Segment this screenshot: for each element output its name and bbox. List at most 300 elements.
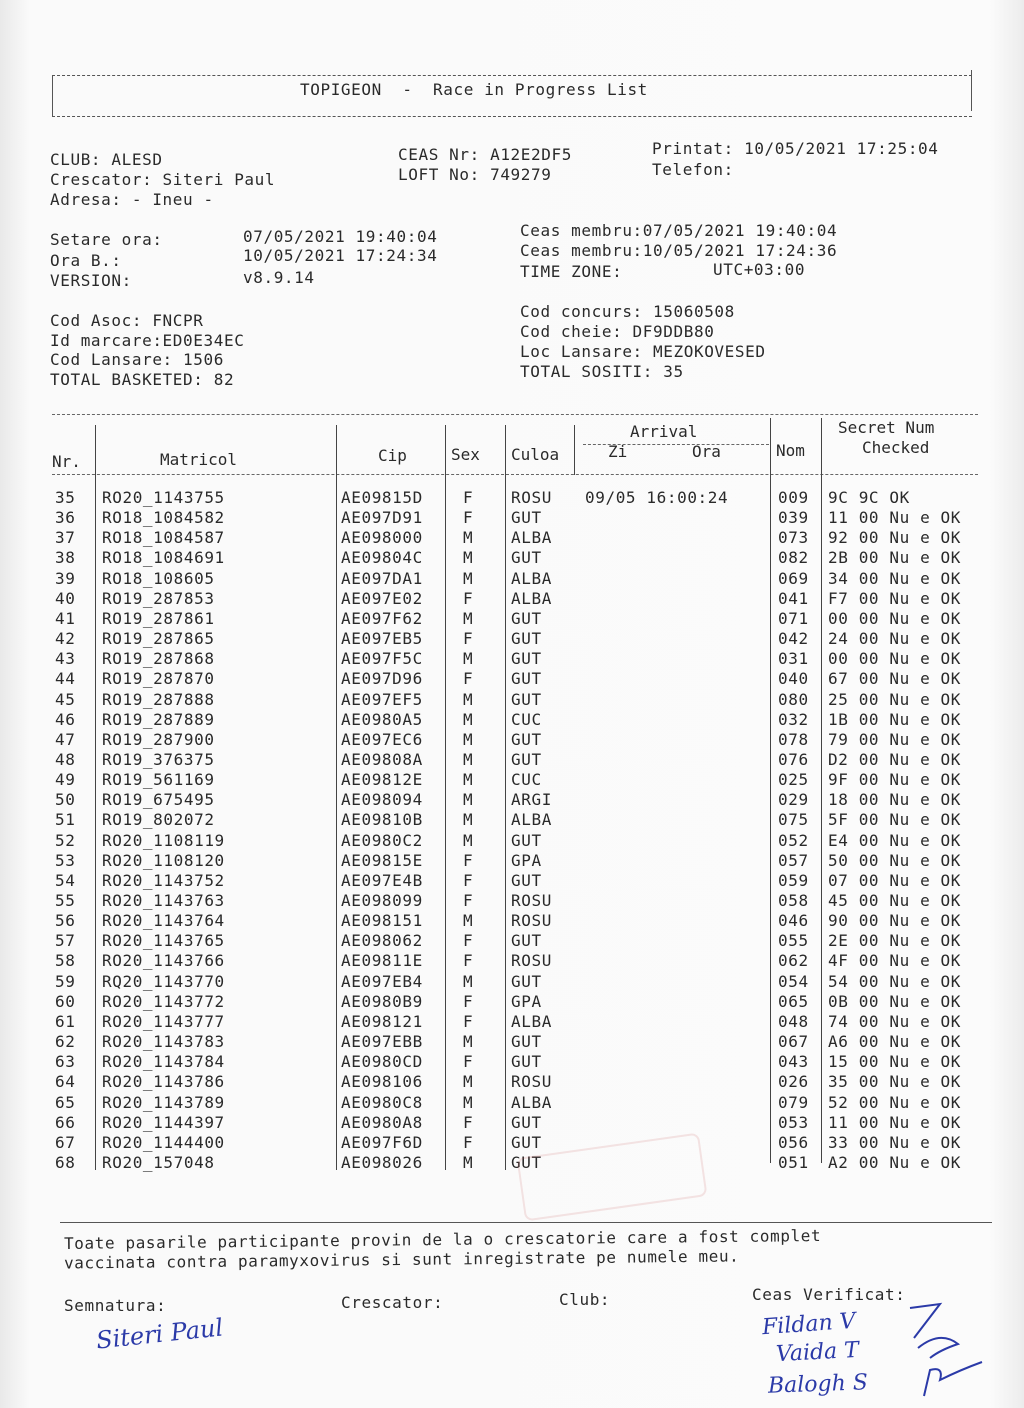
cell-matricol: RO20_1144397 [102,1112,225,1132]
cell-nom: 056 [778,1132,809,1152]
cell-cip: AE097F6D [341,1132,423,1152]
table-row [0,911,1024,931]
cell-cip: AE098151 [341,911,423,931]
cell-cip: AE097D91 [341,508,423,528]
cell-cip: AE098121 [341,1011,423,1031]
cell-nr: 65 [55,1092,76,1112]
cell-nr: 49 [55,770,76,790]
cell-secret-checked: 90 00 Nu e OK [828,911,962,931]
cell-culoa: GUT [511,689,542,709]
cell-nr: 63 [55,1052,76,1072]
table-row [0,710,1024,730]
table-row [0,1093,1024,1113]
ora-b-label: Ora B.: [50,251,122,270]
cell-nom: 042 [778,629,809,649]
cell-nr: 41 [55,608,76,628]
cell-culoa: CUC [511,709,542,729]
verifier-signature-3: Balogh S [767,1370,869,1399]
cell-cip: AE097E02 [341,588,423,608]
cell-nr: 61 [55,1011,76,1031]
cell-cip: AE097EBB [341,1032,423,1052]
cell-sex: M [463,729,474,749]
cell-cip: AE09812E [341,770,423,790]
cell-culoa: GUT [511,548,542,568]
version-label: VERSION: [50,271,132,290]
cell-secret-checked: 2E 00 Nu e OK [828,931,962,951]
header-culoa: Culoa [511,445,560,464]
table-row [0,649,1024,669]
header-nr: Nr. [52,452,81,471]
cell-secret-checked: 00 00 Nu e OK [828,608,962,628]
crescator-label: Crescator: [341,1293,444,1312]
cell-cip: AE09815E [341,850,423,870]
cell-secret-checked: 18 00 Nu e OK [828,790,962,810]
cell-secret-checked: 07 00 Nu e OK [828,870,962,890]
cell-nr: 43 [55,649,76,669]
banner-right-border [971,70,972,111]
cell-culoa: GUT [511,1132,542,1152]
table-row [0,669,1024,689]
cell-sex: M [463,528,474,548]
cell-cip: AE097EB5 [341,629,423,649]
table-row [0,831,1024,851]
cell-sex: M [463,790,474,810]
cell-nr: 56 [55,911,76,931]
cell-sex: F [463,488,474,507]
table-row [0,589,1024,609]
cell-cip: AE0980C2 [341,830,423,850]
setare-ora-value: 07/05/2021 19:40:04 [243,227,438,246]
club-name: CLUB: ALESD [50,150,163,169]
cell-matricol: RO20_1143752 [102,870,225,890]
cell-nom: 026 [778,1072,809,1092]
cell-nom: 065 [778,991,809,1011]
report-title: TOPIGEON - Race in Progress List [300,80,648,99]
time-zone-value: UTC+03:00 [713,260,806,279]
cell-nom: 069 [778,568,809,588]
cell-nom: 076 [778,749,809,769]
cell-nom: 075 [778,810,809,830]
table-row [0,1032,1024,1052]
cell-sex: F [463,891,474,910]
table-row [0,851,1024,871]
cell-culoa: GUT [511,749,542,769]
cell-nr: 45 [55,689,76,709]
cell-cip: AE0980C8 [341,1092,423,1112]
cell-cip: AE09804C [341,548,423,568]
cell-cip: AE097DA1 [341,568,423,588]
cell-nr: 54 [55,870,76,890]
cell-cip: AE097E4B [341,870,423,890]
cell-sex: M [463,749,474,769]
setare-ora-label: Setare ora: [50,230,163,249]
table-row [0,1012,1024,1032]
cell-nr: 66 [55,1112,76,1132]
cell-nom: 057 [778,850,809,870]
cell-sex: F [463,1112,474,1132]
cod-concurs: Cod concurs: 15060508 [520,302,735,321]
id-marcare: Id marcare:ED0E34EC [50,331,245,350]
cell-secret-checked: E4 00 Nu e OK [828,830,962,850]
ceas-verificat-label: Ceas Verificat: [752,1285,906,1304]
table-row [0,1133,1024,1153]
header-sex: Sex [451,445,480,464]
cell-culoa: GPA [511,991,542,1011]
table-row [0,690,1024,710]
header-cip: Cip [378,446,407,465]
cell-matricol: RO19_287900 [102,729,215,749]
cell-matricol: RO20_1143766 [102,951,225,971]
cell-secret-checked: 00 00 Nu e OK [828,649,962,669]
cell-matricol: RO20_1144400 [102,1132,225,1152]
cell-culoa: GUT [511,1052,542,1072]
version-value: v8.9.14 [243,268,315,287]
cell-secret-checked: 50 00 Nu e OK [828,850,962,870]
cell-sex: M [463,1072,474,1092]
cell-nr: 37 [55,528,76,548]
table-top-border [52,414,978,415]
cell-sex: M [463,911,474,931]
cell-matricol: RO20_1143755 [102,488,225,507]
cell-sex: F [463,669,474,689]
cell-secret-checked: 24 00 Nu e OK [828,629,962,649]
cell-secret-checked: 9C 9C OK [828,488,910,507]
cell-nr: 35 [55,488,76,507]
cell-secret-checked: 0B 00 Nu e OK [828,991,962,1011]
club-label: Club: [559,1290,611,1309]
cell-matricol: RO18_1084582 [102,508,225,528]
cell-sex: M [463,689,474,709]
table-row [0,1153,1024,1173]
cell-cip: AE097F5C [341,649,423,669]
cell-nom: 039 [778,508,809,528]
header-ora: Ora [692,442,721,461]
ceas-membru-2: Ceas membru:10/05/2021 17:24:36 [520,241,838,260]
table-row [0,1113,1024,1133]
cell-secret-checked: 11 00 Nu e OK [828,508,962,528]
cell-culoa: ALBA [511,588,552,608]
cell-sex: F [463,629,474,649]
cell-culoa: GUT [511,729,542,749]
loft-no: LOFT No: 749279 [398,165,552,184]
verifier-signature-1: Fildan V [761,1308,857,1341]
cell-nr: 60 [55,991,76,1011]
banner-left-border [52,75,53,116]
total-basketed: TOTAL BASKETED: 82 [50,370,235,389]
cell-nom: 059 [778,870,809,890]
cell-cip: AE09810B [341,810,423,830]
cell-nom: 054 [778,971,809,991]
cell-culoa: GUT [511,1152,542,1172]
cell-cip: AE098062 [341,931,423,951]
cell-culoa: ALBA [511,1011,552,1031]
cell-matricol: RO19_802072 [102,810,215,830]
cell-matricol: RO19_287870 [102,669,215,689]
cell-sex: F [463,870,474,890]
cell-nom: 041 [778,588,809,608]
cell-nom: 052 [778,830,809,850]
cell-nom: 079 [778,1092,809,1112]
cell-secret-checked: 9F 00 Nu e OK [828,770,962,790]
cell-nom: 080 [778,689,809,709]
cell-nom: 078 [778,729,809,749]
cell-sex: F [463,1052,474,1072]
header-secret-num: Secret Num [838,418,935,437]
table-row [0,871,1024,891]
cell-nr: 59 [55,971,76,991]
table-row [0,548,1024,568]
cell-nom: 071 [778,608,809,628]
cell-culoa: GUT [511,649,542,669]
cell-secret-checked: 1B 00 Nu e OK [828,709,962,729]
cell-nr: 55 [55,891,76,910]
cell-matricol: RO19_287868 [102,649,215,669]
cell-secret-checked: 11 00 Nu e OK [828,1112,962,1132]
cell-nr: 67 [55,1132,76,1152]
cell-nom: 067 [778,1032,809,1052]
cell-nom: 055 [778,931,809,951]
table-row [0,730,1024,750]
cell-cip: AE097EB4 [341,971,423,991]
cell-nom: 009 [778,488,809,507]
cell-secret-checked: 92 00 Nu e OK [828,528,962,548]
cell-matricol: RO19_287888 [102,689,215,709]
cell-nr: 39 [55,568,76,588]
cell-sex: F [463,1132,474,1152]
header-matricol: Matricol [160,450,238,469]
table-row [0,1052,1024,1072]
cell-culoa: GUT [511,1112,542,1132]
header-arrival: Arrival [630,422,698,441]
cell-secret-checked: 5F 00 Nu e OK [828,810,962,830]
cell-nr: 58 [55,951,76,971]
cell-matricol: RO19_287853 [102,588,215,608]
cell-culoa: GPA [511,850,542,870]
cell-secret-checked: 2B 00 Nu e OK [828,548,962,568]
cell-secret-checked: 15 00 Nu e OK [828,1052,962,1072]
cell-matricol: RO19_376375 [102,749,215,769]
cell-secret-checked: D2 00 Nu e OK [828,749,962,769]
cell-culoa: ARGI [511,790,552,810]
cell-culoa: GUT [511,508,542,528]
cell-sex: M [463,830,474,850]
table-header-bottom-border [52,474,978,475]
cell-matricol: RO19_287861 [102,608,215,628]
cell-culoa: ROSU [511,951,552,971]
cell-cip: AE098000 [341,528,423,548]
cell-nom: 051 [778,1152,809,1172]
cell-nom: 046 [778,911,809,931]
semnatura-label: Semnatura: [64,1296,167,1315]
cell-nom: 082 [778,548,809,568]
cell-nr: 47 [55,729,76,749]
table-row [0,951,1024,971]
cell-culoa: ROSU [511,1072,552,1092]
cell-secret-checked: A6 00 Nu e OK [828,1032,962,1052]
cell-secret-checked: 74 00 Nu e OK [828,1011,962,1031]
cell-secret-checked: 79 00 Nu e OK [828,729,962,749]
table-row [0,609,1024,629]
cell-matricol: RO20_1143763 [102,891,225,910]
ora-b-value: 10/05/2021 17:24:34 [243,246,438,265]
cell-matricol: RO20_1143786 [102,1072,225,1092]
cell-matricol: RO20_1108120 [102,850,225,870]
cell-matricol: RO18_1084691 [102,548,225,568]
cell-culoa: ALBA [511,1092,552,1112]
time-zone-label: TIME ZONE: [520,262,623,281]
cell-nr: 51 [55,810,76,830]
vaccination-statement-line1: Toate pasarile participante provin de la o crescatorie care a fost complet [63,1226,822,1253]
cell-matricol: RO20_1143772 [102,991,225,1011]
cell-nr: 38 [55,548,76,568]
cell-sex: M [463,1092,474,1112]
cell-nr: 62 [55,1032,76,1052]
cell-secret-checked: 4F 00 Nu e OK [828,951,962,971]
table-row [0,508,1024,528]
cell-sex: M [463,971,474,991]
cell-nom: 031 [778,649,809,669]
cell-matricol: RO20_1143765 [102,931,225,951]
cell-matricol: RO18_108605 [102,568,215,588]
table-row [0,629,1024,649]
cell-matricol: RO20_1143784 [102,1052,225,1072]
col-sep-culoa [574,425,575,475]
cell-nr: 68 [55,1152,76,1172]
cell-sex: F [463,951,474,971]
cell-nr: 42 [55,629,76,649]
cell-matricol: RO18_1084587 [102,528,225,548]
cell-secret-checked: 54 00 Nu e OK [828,971,962,991]
cell-sex: F [463,991,474,1011]
cell-secret-checked: A2 00 Nu e OK [828,1152,962,1172]
verifier-signature-2: Vaida T [775,1337,860,1368]
cell-culoa: GUT [511,971,542,991]
cell-cip: AE098026 [341,1152,423,1172]
cell-culoa: ALBA [511,528,552,548]
cell-cip: AE098099 [341,891,423,910]
cell-cip: AE097D96 [341,669,423,689]
footer-divider [60,1222,992,1223]
cell-matricol: RQ20_1143770 [102,971,225,991]
loc-lansare: Loc Lansare: MEZOKOVESED [520,342,766,361]
cell-matricol: RO19_561169 [102,770,215,790]
cell-sex: F [463,850,474,870]
cell-matricol: RO20_1143777 [102,1011,225,1031]
cell-culoa: GUT [511,669,542,689]
table-row [0,931,1024,951]
cell-secret-checked: F7 00 Nu e OK [828,588,962,608]
cell-culoa: GUT [511,629,542,649]
table-row [0,528,1024,548]
cell-nom: 032 [778,709,809,729]
cell-nr: 36 [55,508,76,528]
cell-secret-checked: 52 00 Nu e OK [828,1092,962,1112]
header-zi: Zi [608,442,628,461]
cell-matricol: RO20_1143764 [102,911,225,931]
cell-matricol: RO20_1108119 [102,830,225,850]
table-row [0,790,1024,810]
printat: Printat: 10/05/2021 17:25:04 [652,139,939,158]
cell-secret-checked: 67 00 Nu e OK [828,669,962,689]
cell-nom: 029 [778,790,809,810]
cod-cheie: Cod cheie: DF9DDB80 [520,322,715,341]
cell-culoa: CUC [511,770,542,790]
cell-nr: 50 [55,790,76,810]
table-row [0,891,1024,911]
cell-sex: M [463,548,474,568]
cell-sex: M [463,1152,474,1172]
cell-secret-checked: 33 00 Nu e OK [828,1132,962,1152]
cell-cip: AE0980CD [341,1052,423,1072]
cell-cip: AE097F62 [341,608,423,628]
header-nom: Nom [776,441,805,460]
cell-matricol: RO19_675495 [102,790,215,810]
header-checked: Checked [862,438,930,457]
cell-cip: AE0980B9 [341,991,423,1011]
cell-nr: 44 [55,669,76,689]
table-row [0,1072,1024,1092]
banner-bottom-border [52,116,972,117]
cell-nr: 53 [55,850,76,870]
verifier-initials-marks [900,1300,990,1400]
cell-cip: AE0980A5 [341,709,423,729]
cell-nom: 040 [778,669,809,689]
cell-cip: AE09808A [341,749,423,769]
telefon: Telefon: [652,160,734,179]
cell-culoa: ROSU [511,911,552,931]
ceas-membru-1: Ceas membru:07/05/2021 19:40:04 [520,221,838,240]
table-row [0,972,1024,992]
cell-sex: M [463,709,474,729]
cell-culoa: GUT [511,608,542,628]
cell-sex: M [463,770,474,790]
ceas-nr: CEAS Nr: A12E2DF5 [398,145,572,164]
cell-sex: M [463,608,474,628]
cell-cip: AE09811E [341,951,423,971]
cell-nom: 058 [778,891,809,910]
cell-sex: M [463,1032,474,1052]
cell-sex: F [463,1011,474,1031]
cell-matricol: RO20_157048 [102,1152,215,1172]
cell-matricol: RO20_1143789 [102,1092,225,1112]
cell-nr: 40 [55,588,76,608]
cell-nr: 48 [55,749,76,769]
cell-secret-checked: 34 00 Nu e OK [828,568,962,588]
cell-secret-checked: 35 00 Nu e OK [828,1072,962,1092]
cell-sex: M [463,649,474,669]
cell-nr: 52 [55,830,76,850]
cell-culoa: ROSU [511,891,552,910]
cell-cip: AE097EC6 [341,729,423,749]
cell-cip: AE09815D [341,488,423,507]
cell-cip: AE097EF5 [341,689,423,709]
table-row [0,770,1024,790]
cod-asoc: Cod Asoc: FNCPR [50,311,204,330]
cell-culoa: ALBA [511,810,552,830]
cell-sex: F [463,588,474,608]
table-row [0,992,1024,1012]
cell-sex: M [463,568,474,588]
banner-top-border [52,75,972,76]
cell-cip: AE098106 [341,1072,423,1092]
table-row [0,750,1024,770]
cell-secret-checked: 25 00 Nu e OK [828,689,962,709]
cell-nr: 57 [55,931,76,951]
cell-secret-checked: 45 00 Nu e OK [828,891,962,910]
cell-culoa: GUT [511,870,542,890]
cell-culoa: GUT [511,1032,542,1052]
cell-matricol: RO20_1143783 [102,1032,225,1052]
